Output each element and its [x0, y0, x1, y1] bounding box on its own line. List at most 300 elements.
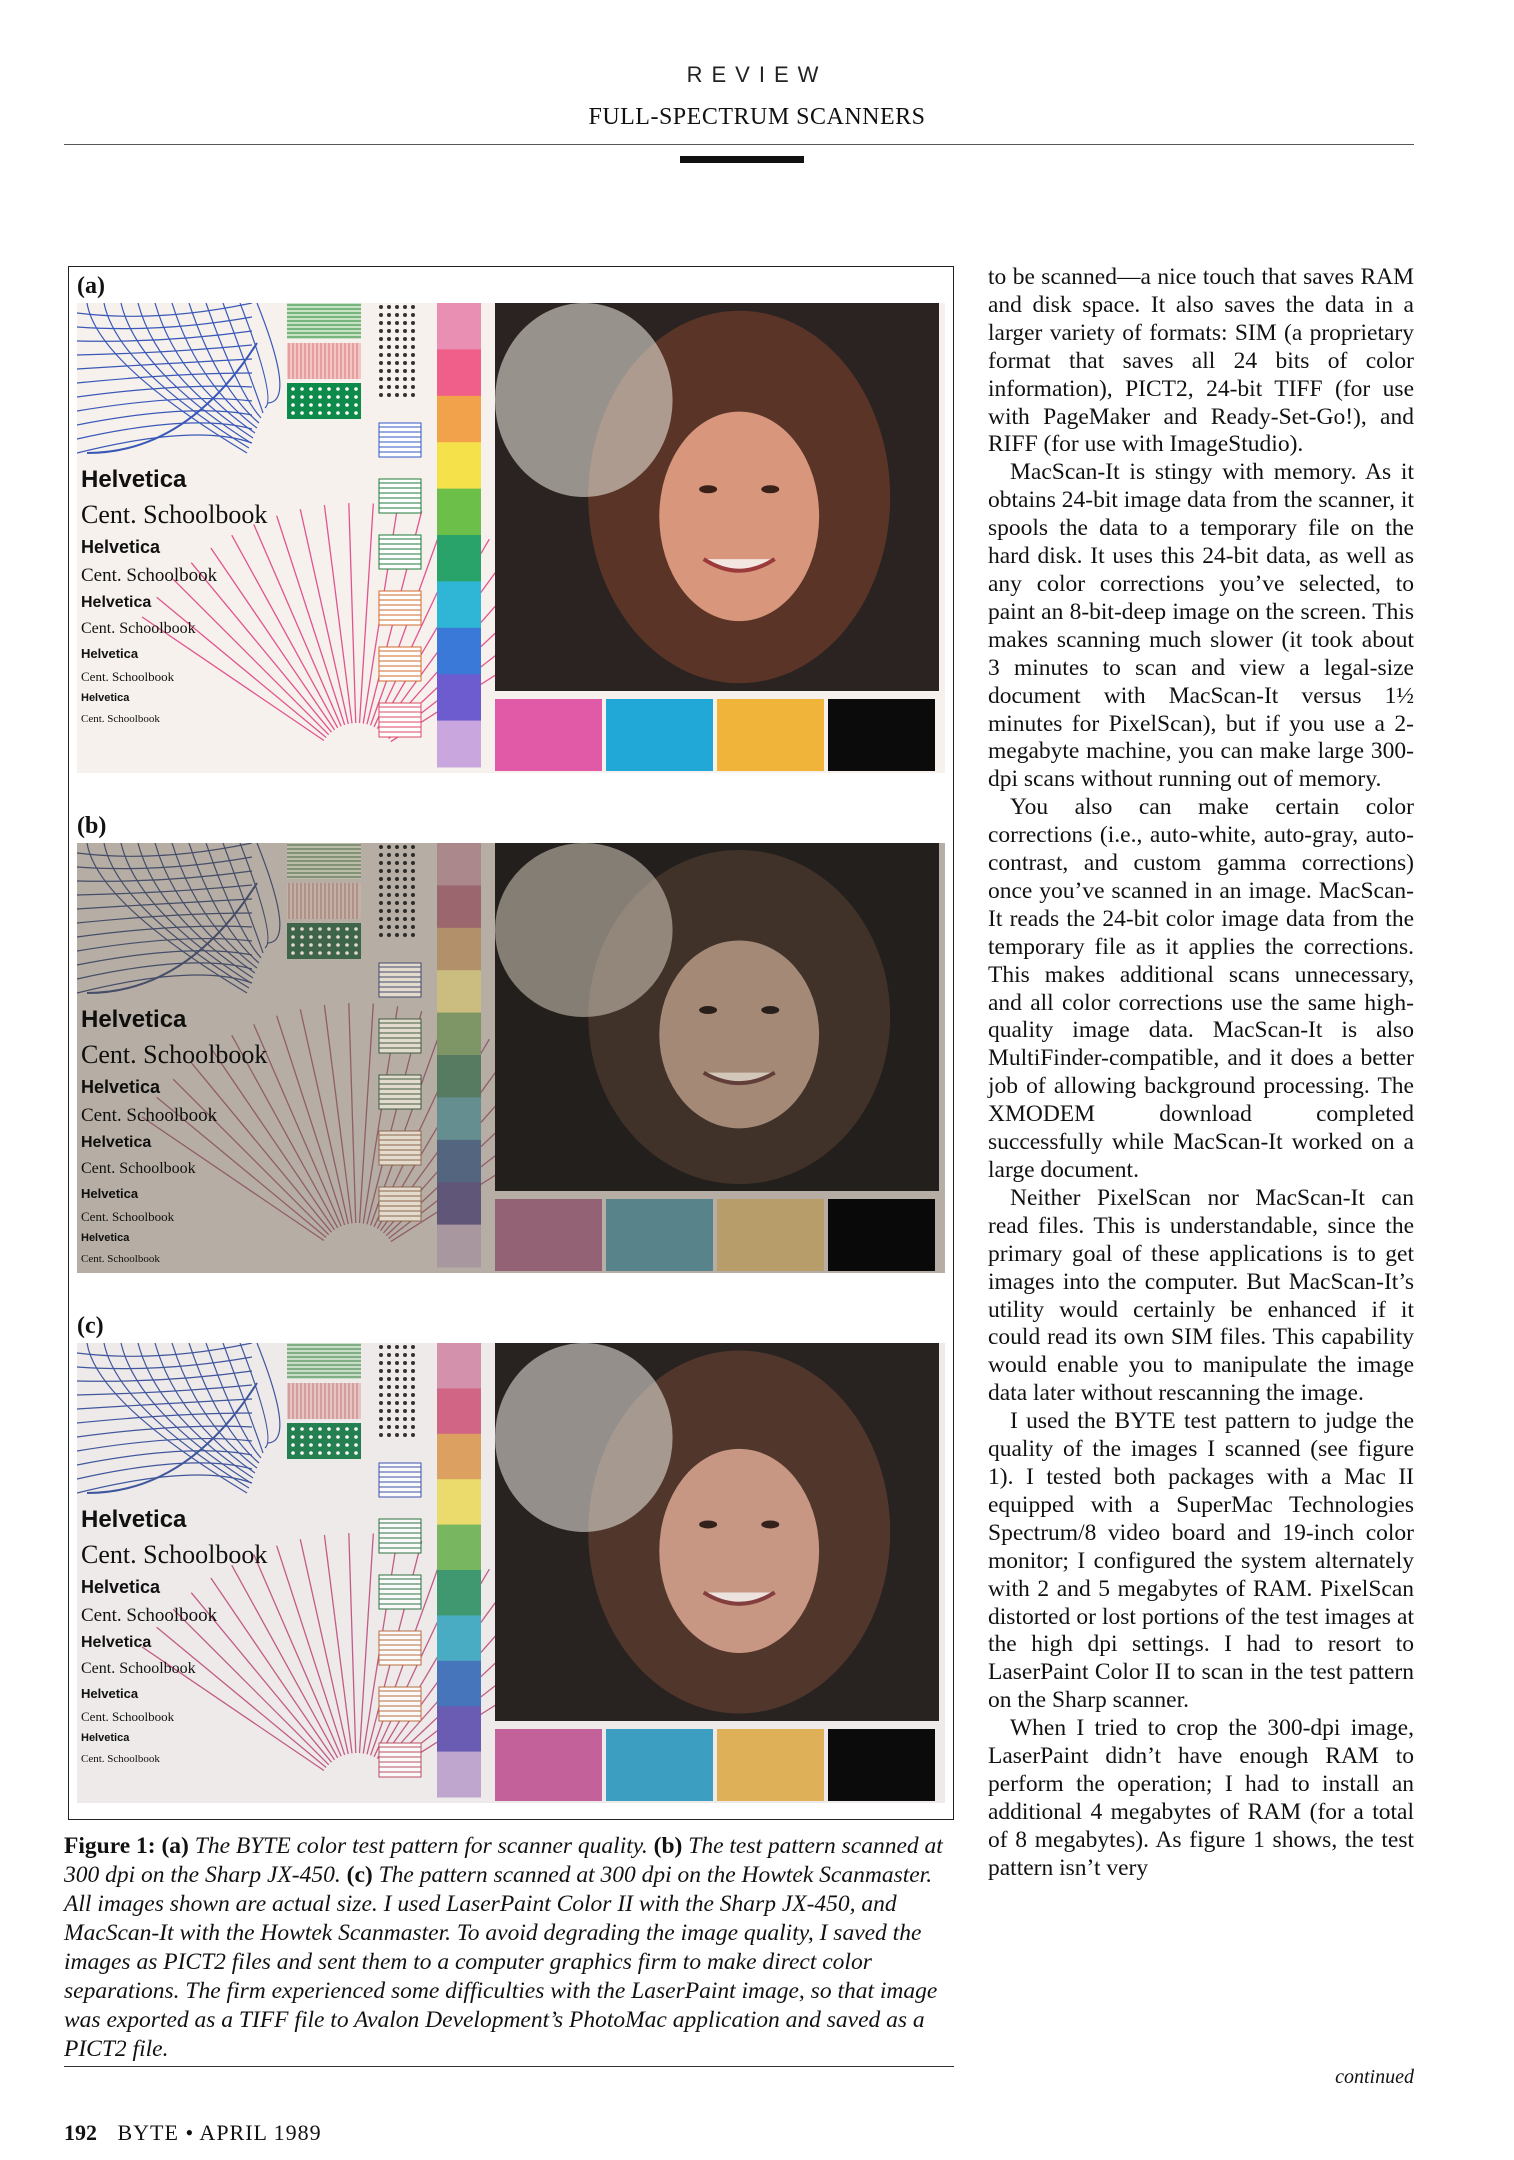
halftone-dot: [395, 893, 399, 897]
halftone-dot: [387, 1345, 391, 1349]
color-bar-segment: [437, 1097, 481, 1140]
halftone-dot: [395, 393, 399, 397]
halftone-dot: [387, 385, 391, 389]
face-shape: [659, 412, 819, 622]
color-bar-segment: [437, 1479, 481, 1525]
radial-line: [300, 1009, 348, 1224]
dot: [309, 387, 313, 391]
schoolbook-sample: Cent. Schoolbook: [81, 1709, 175, 1724]
schoolbook-sample: Cent. Schoolbook: [81, 713, 160, 725]
halftone-dot: [403, 337, 407, 341]
halftone-dot: [379, 1377, 383, 1381]
halftone-dot: [411, 313, 415, 317]
color-bar-segment: [437, 1752, 481, 1798]
halftone-dot: [403, 853, 407, 857]
halftone-dot: [379, 369, 383, 373]
halftone-dot: [403, 393, 407, 397]
halftone-dot: [403, 893, 407, 897]
halftone-dot: [403, 1425, 407, 1429]
helvetica-sample: Helvetica: [81, 1506, 187, 1533]
halftone-dot: [379, 1401, 383, 1405]
halftone-dot: [379, 1369, 383, 1373]
halftone-dot: [379, 1385, 383, 1389]
color-bar-segment: [437, 721, 481, 768]
type-samples: [81, 1503, 291, 1770]
halftone-dot: [387, 1401, 391, 1405]
color-bar-segment: [437, 928, 481, 971]
highlight: [495, 843, 673, 1017]
caption-b-text: The test pattern scanned at 300 dpi on the Sharp JX-450.: [64, 1833, 943, 1888]
halftone-dot: [379, 1345, 383, 1349]
halftone-dot: [395, 845, 399, 849]
halftone-dot: [403, 385, 407, 389]
radial-line: [324, 505, 352, 723]
halftone-dot: [379, 1417, 383, 1421]
helvetica-sample: Helvetica: [81, 1732, 130, 1744]
paragraph: You also can make certain color corrections (i.e., auto-white, auto-gray, auto-contrast, and custom gamma corrections) once you’ve scanned in an image. MacScan-It reads the 24-bit color image data from the temporary file as it applies the corrections. This makes additional scans unnecessary, and all color corrections use the same high-quality image data. MacScan-It is also MultiFinder-compatible, and it does a better job of allowing background processing. The XMODEM download completed successfully while MacScan-It worked on a large document.: [988, 794, 1414, 1183]
dot: [354, 395, 358, 399]
halftone-dot: [387, 1353, 391, 1357]
dot: [354, 943, 358, 947]
caption-a-label: (a): [161, 1833, 189, 1859]
halftone-dot: [411, 885, 415, 889]
halftone-dot: [411, 385, 415, 389]
halftone-dot: [403, 933, 407, 937]
halftone-dot: [379, 1393, 383, 1397]
panel-label: (a): [77, 273, 105, 299]
dot: [300, 411, 304, 415]
dot: [354, 403, 358, 407]
dot: [336, 395, 340, 399]
halftone-dot: [403, 917, 407, 921]
radial-line: [300, 1539, 348, 1754]
dot: [327, 951, 331, 955]
color-bar-segment: [437, 970, 481, 1013]
header-accent-bar: [680, 156, 804, 163]
dot: [327, 943, 331, 947]
halftone-dot: [411, 305, 415, 309]
halftone-dot: [387, 313, 391, 317]
face-shape: [659, 1449, 819, 1653]
color-bar-segment: [437, 885, 481, 928]
dot-swatch-green: [287, 1423, 361, 1459]
halftone-dot: [395, 917, 399, 921]
color-swatch: [495, 1199, 602, 1271]
halftone-dot: [395, 925, 399, 929]
halftone-dot: [379, 305, 383, 309]
halftone-dot: [411, 909, 415, 913]
dot-swatch-green: [287, 383, 361, 419]
halftone-dot: [395, 901, 399, 905]
halftone-dot: [411, 369, 415, 373]
color-bar-segment: [437, 396, 481, 443]
color-swatch: [606, 1729, 713, 1801]
helvetica-sample: Helvetica: [81, 1686, 139, 1701]
dot: [318, 935, 322, 939]
halftone-dot: [395, 385, 399, 389]
dot: [345, 403, 349, 407]
radial-line: [349, 503, 356, 723]
dot: [318, 1427, 322, 1431]
dot: [291, 1435, 295, 1439]
dot: [345, 951, 349, 955]
halftone-dot: [387, 917, 391, 921]
dot: [354, 935, 358, 939]
dot: [300, 1451, 304, 1455]
dot: [327, 1443, 331, 1447]
halftone-dot: [411, 1345, 415, 1349]
stripe-swatch-pink: [287, 1383, 361, 1419]
caption-lead: Figure 1:: [64, 1833, 156, 1859]
page-number: 192: [64, 2120, 97, 2145]
paragraph: to be scanned—a nice touch that saves RAM and disk space. It also saves the data in a larger variety of formats: SIM (a proprietary format that saves all 24 bits of color information), PICT2, 24-bit TIFF (for use with PageMaker and Ready-Set-Go!), and RIFF (for use with ImageStudio).: [988, 264, 1414, 458]
halftone-dot: [411, 861, 415, 865]
halftone-dot: [379, 933, 383, 937]
halftone-dot: [395, 377, 399, 381]
halftone-dot: [395, 345, 399, 349]
publication-line: BYTE • APRIL 1989: [117, 2120, 322, 2145]
halftone-dot: [411, 925, 415, 929]
halftone-dot: [403, 845, 407, 849]
halftone-dot: [387, 877, 391, 881]
halftone-dot: [395, 369, 399, 373]
halftone-dot: [379, 925, 383, 929]
halftone-dot: [387, 1433, 391, 1437]
halftone-dot: [403, 1377, 407, 1381]
halftone-dot: [403, 377, 407, 381]
color-swatch: [828, 699, 935, 771]
halftone-dot: [395, 1401, 399, 1405]
highlight: [495, 303, 673, 497]
halftone-dot: [395, 933, 399, 937]
halftone-dot: [395, 1361, 399, 1365]
dot: [309, 943, 313, 947]
halftone-dot: [379, 901, 383, 905]
color-bar-segment: [437, 1225, 481, 1268]
dot: [345, 935, 349, 939]
color-bar-segment: [437, 1343, 481, 1389]
schoolbook-sample: Cent. Schoolbook: [81, 500, 268, 529]
dot: [345, 411, 349, 415]
halftone-dot: [379, 353, 383, 357]
dot: [309, 1427, 313, 1431]
halftone-dot: [403, 1369, 407, 1373]
halftone-dot: [395, 305, 399, 309]
dot: [336, 387, 340, 391]
dot: [300, 387, 304, 391]
halftone-dot: [411, 1417, 415, 1421]
figure-caption: [64, 1832, 954, 2064]
color-bar-segment: [437, 1388, 481, 1434]
halftone-dot: [379, 861, 383, 865]
radial-line: [360, 1534, 374, 1754]
dot: [309, 927, 313, 931]
helvetica-sample: Helvetica: [81, 1134, 152, 1151]
panel-label: (b): [77, 813, 107, 839]
halftone-dot: [387, 353, 391, 357]
type-samples: [81, 1003, 291, 1270]
stripe-swatch-pink: [287, 883, 361, 919]
halftone-dot: [411, 1369, 415, 1373]
schoolbook-sample: Cent. Schoolbook: [81, 1160, 196, 1177]
color-bar-segment: [437, 1525, 481, 1571]
halftone-dot: [395, 1417, 399, 1421]
eye: [699, 1006, 717, 1014]
halftone-dot: [379, 893, 383, 897]
dot: [309, 951, 313, 955]
halftone-dot: [379, 877, 383, 881]
dot: [327, 927, 331, 931]
halftone-dot: [411, 869, 415, 873]
halftone-dot: [395, 361, 399, 365]
halftone-dot: [411, 933, 415, 937]
halftone-dot: [387, 1361, 391, 1365]
radial-line: [360, 504, 374, 724]
warped-grid: [77, 303, 280, 453]
dot: [300, 403, 304, 407]
dot: [354, 951, 358, 955]
helvetica-sample: Helvetica: [81, 1186, 139, 1201]
dot: [318, 1435, 322, 1439]
halftone-dot: [395, 353, 399, 357]
halftone-dot: [403, 369, 407, 373]
paragraph: I used the BYTE test pattern to judge the quality of the images I scanned (see figure 1). I tested both packages with a Mac II equipped with a SuperMac Technologies Spectrum/8 video board and 19-inch color monitor; I configured the system alternately with 2 and 5 megabytes of RAM. PixelScan distorted or lost portions of the test images at the high dpi settings. I had to resort to LaserPaint Color II to scan in the test pattern on the Sharp scanner.: [988, 1408, 1414, 1714]
dot: [336, 1427, 340, 1431]
halftone-dot: [379, 377, 383, 381]
caption-rule: [64, 2066, 954, 2067]
color-bar-segment: [437, 674, 481, 721]
dot: [291, 935, 295, 939]
section-label: REVIEW: [686, 62, 828, 87]
halftone-dot: [395, 1385, 399, 1389]
dot: [318, 395, 322, 399]
halftone-dot: [379, 853, 383, 857]
type-samples: [81, 463, 291, 730]
halftone-dot: [395, 313, 399, 317]
halftone-dot: [411, 377, 415, 381]
halftone-dot: [411, 329, 415, 333]
halftone-dot: [395, 853, 399, 857]
dot: [345, 395, 349, 399]
halftone-dot: [387, 1409, 391, 1413]
dot-swatch-green: [287, 923, 361, 959]
helvetica-sample: Helvetica: [81, 1577, 161, 1597]
dot: [300, 943, 304, 947]
test-pattern-panel-c: [77, 1343, 945, 1803]
halftone-dot: [403, 329, 407, 333]
figure-1: [68, 266, 954, 1820]
halftone-dot: [403, 1393, 407, 1397]
color-bar-segment: [437, 1615, 481, 1661]
dot: [336, 1451, 340, 1455]
halftone-dot: [403, 1409, 407, 1413]
halftone-dot: [379, 337, 383, 341]
halftone-dot: [379, 329, 383, 333]
halftone-dot: [395, 1433, 399, 1437]
halftone-dot: [395, 1409, 399, 1413]
halftone-dot: [411, 1393, 415, 1397]
dot: [291, 403, 295, 407]
schoolbook-sample: Cent. Schoolbook: [81, 565, 218, 586]
halftone-dot: [387, 1377, 391, 1381]
halftone-dot: [403, 305, 407, 309]
dot: [345, 387, 349, 391]
halftone-dot: [387, 869, 391, 873]
halftone-dot: [395, 1369, 399, 1373]
dot: [291, 1427, 295, 1431]
dot: [336, 403, 340, 407]
halftone-dot: [395, 1345, 399, 1349]
halftone-dot: [387, 377, 391, 381]
halftone-dot: [411, 1353, 415, 1357]
schoolbook-sample: Cent. Schoolbook: [81, 1209, 175, 1224]
halftone-dot: [403, 909, 407, 913]
dot: [318, 1443, 322, 1447]
halftone-dot: [387, 1425, 391, 1429]
halftone-dot: [379, 909, 383, 913]
color-swatch: [828, 1729, 935, 1801]
helvetica-sample: Helvetica: [81, 692, 130, 704]
color-bar-segment: [437, 349, 481, 396]
caption-a-text: The BYTE color test pattern for scanner quality.: [194, 1833, 648, 1859]
dot: [336, 1443, 340, 1447]
halftone-dot: [387, 305, 391, 309]
highlight: [495, 1343, 673, 1532]
halftone-dot: [379, 1433, 383, 1437]
halftone-dot: [387, 369, 391, 373]
halftone-dot: [411, 353, 415, 357]
dot: [345, 1451, 349, 1455]
caption-c-label: (c): [346, 1862, 373, 1888]
dot: [345, 1443, 349, 1447]
halftone-dot: [387, 853, 391, 857]
stripe-swatch-pink: [287, 343, 361, 379]
schoolbook-sample: Cent. Schoolbook: [81, 1105, 218, 1126]
dot: [300, 395, 304, 399]
dot: [336, 927, 340, 931]
halftone-dot: [379, 321, 383, 325]
halftone-dot: [387, 845, 391, 849]
halftone-dot: [387, 345, 391, 349]
color-swatch: [606, 1199, 713, 1271]
dot: [354, 1451, 358, 1455]
color-swatch: [606, 699, 713, 771]
schoolbook-sample: Cent. Schoolbook: [81, 1605, 218, 1626]
halftone-dot: [403, 321, 407, 325]
color-bar-segment: [437, 489, 481, 536]
dot: [318, 951, 322, 955]
halftone-dot: [403, 1353, 407, 1357]
halftone-dot: [411, 845, 415, 849]
halftone-dot: [411, 361, 415, 365]
color-bar-segment: [437, 581, 481, 628]
color-bar-segment: [437, 1570, 481, 1616]
helvetica-sample: Helvetica: [81, 1077, 161, 1097]
test-pattern-panel-b: [77, 843, 945, 1273]
radial-line: [300, 509, 348, 724]
face-shape: [659, 940, 819, 1128]
halftone-dot: [403, 313, 407, 317]
dot: [291, 927, 295, 931]
paragraph: Neither PixelScan nor MacScan-It can read files. This is understandable, since the primary goal of these applications is to get images into the computer. But MacScan-It’s utility would certainly be enhanced if it could read its own SIM files. This capability would enable you to manipulate the image data later without rescanning the image.: [988, 1184, 1414, 1407]
dot: [309, 403, 313, 407]
helvetica-sample: Helvetica: [81, 646, 139, 661]
halftone-dot: [387, 885, 391, 889]
dot: [318, 387, 322, 391]
halftone-dot: [387, 925, 391, 929]
halftone-dot: [387, 1417, 391, 1421]
halftone-dot: [379, 845, 383, 849]
halftone-dot: [387, 933, 391, 937]
halftone-dot: [395, 321, 399, 325]
halftone-dot: [379, 345, 383, 349]
eye: [699, 485, 717, 493]
schoolbook-sample: Cent. Schoolbook: [81, 1040, 268, 1069]
halftone-dot: [403, 885, 407, 889]
halftone-dot: [387, 321, 391, 325]
halftone-dot: [379, 885, 383, 889]
dot: [300, 927, 304, 931]
dot: [291, 411, 295, 415]
dot: [336, 943, 340, 947]
schoolbook-sample: Cent. Schoolbook: [81, 669, 175, 684]
schoolbook-sample: Cent. Schoolbook: [81, 1660, 196, 1677]
halftone-dot: [411, 1409, 415, 1413]
dot: [354, 411, 358, 415]
dot: [291, 395, 295, 399]
caption-b-label: (b): [653, 1833, 683, 1859]
halftone-dot: [387, 1369, 391, 1373]
color-bar-segment: [437, 843, 481, 886]
halftone-dot: [411, 337, 415, 341]
halftone-dot: [387, 901, 391, 905]
eye: [699, 1520, 717, 1528]
halftone-dot: [411, 853, 415, 857]
halftone-dot: [411, 1433, 415, 1437]
halftone-dot: [395, 1425, 399, 1429]
color-swatch: [717, 1729, 824, 1801]
halftone-dot: [379, 1353, 383, 1357]
warped-grid: [77, 843, 280, 993]
dot: [336, 1435, 340, 1439]
halftone-dot: [403, 901, 407, 905]
page-title: FULL-SPECTRUM SCANNERS: [588, 104, 926, 130]
halftone-dot: [403, 1385, 407, 1389]
halftone-dot: [395, 1353, 399, 1357]
dot: [354, 1427, 358, 1431]
dot: [300, 935, 304, 939]
halftone-dot: [403, 1345, 407, 1349]
dot: [300, 1443, 304, 1447]
dot: [300, 1435, 304, 1439]
dot: [354, 927, 358, 931]
halftone-dot: [387, 393, 391, 397]
caption-c-text: The pattern scanned at 300 dpi on the Howtek Scanmaster. All images shown are actual size. I used LaserPaint Color II with the Sharp JX-450, and MacScan-It with the Howtek Scanmaster. To avoid degrading the image quality, I saved the images as PICT2 files and sent them to a computer graphics firm to make direct color separations. The firm experienced some difficulties with the LaserPaint image, so that image was exported as a TIFF file to Avalon Development’s PhotoMac application and saved as a PICT2 file.: [64, 1862, 938, 2062]
halftone-dot: [411, 393, 415, 397]
dot: [309, 935, 313, 939]
halftone-dot: [395, 329, 399, 333]
color-swatch: [495, 1729, 602, 1801]
dot: [291, 387, 295, 391]
radial-line: [324, 1535, 352, 1753]
halftone-dot: [395, 909, 399, 913]
dot: [345, 1435, 349, 1439]
halftone-dot: [395, 861, 399, 865]
color-bar-segment: [437, 1055, 481, 1098]
dot: [318, 943, 322, 947]
color-swatch: [717, 1199, 824, 1271]
dot: [327, 1427, 331, 1431]
